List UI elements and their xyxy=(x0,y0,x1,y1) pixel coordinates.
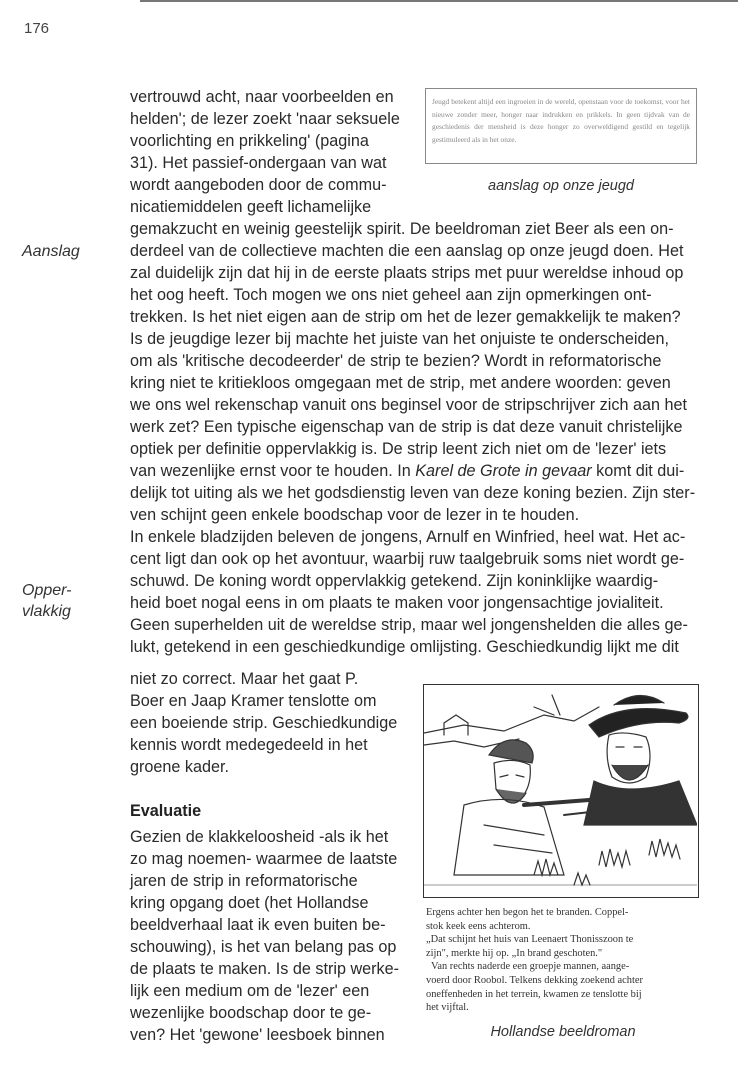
text-line: gemakzucht en weinig geestelijk spirit. De beeldroman ziet Beer als een on- xyxy=(130,220,674,238)
text-line: de plaats te maken. Is de strip werke- xyxy=(130,960,400,978)
text-line: In enkele bladzijden beleven de jongens, Arnulf en Winfried, heel wat. Het ac- xyxy=(130,528,686,546)
text-line: van wezenlijke ernst voor te houden. In Karel de Grote in gevaar komt dit dui- xyxy=(130,462,685,480)
top-rule xyxy=(140,0,738,2)
text-line: niet zo correct. Maar het gaat P. xyxy=(130,670,359,688)
text-line: ven schijnt geen enkele boodschap voor de lezer in te houden. xyxy=(130,506,580,524)
text-line: schouwing), is het van belang pas op xyxy=(130,938,397,956)
caption-line: oneffenheden in het terrein, kwamen ze tenslotte bij xyxy=(426,988,642,1000)
text-line: we ons wel rekenschap vanuit ons beginsel voor de stripschrijver zich aan het xyxy=(130,396,687,414)
text-line: kring niet te kritiekloos omgegaan met de strip, met andere woorden: geven xyxy=(130,374,671,392)
text-line: wezenlijke boodschap door te ge- xyxy=(130,1004,372,1022)
text-line: heid boet nogal eens in om plaats te maken voor jongensachtige jovialiteit. xyxy=(130,594,664,612)
text-line: nicatiemiddelen geeft lichamelijke xyxy=(130,198,372,216)
margin-note-aanslag: Aanslag xyxy=(22,243,80,260)
text-line: om als 'kritische decodeerder' de strip te bezien? Wordt in reformatorische xyxy=(130,352,662,370)
text-line: kring opgang doet (het Hollandse xyxy=(130,894,369,912)
text-line: wordt aangeboden door de commu- xyxy=(130,176,387,194)
text-line: cent ligt dan ook op het avontuur, waarbij ruw taalgebruik soms niet wordt ge- xyxy=(130,550,685,568)
text-line: trekken. Is het niet eigen aan de strip om het de lezer gemakkelijk te maken? xyxy=(130,308,681,326)
text-line: jaren de strip in reformatorische xyxy=(130,872,358,890)
comic-panel-image xyxy=(423,684,699,898)
text-line: groene kader. xyxy=(130,758,229,776)
caption-line: Van rechts naderde een groepje mannen, aange- xyxy=(426,961,630,973)
text-line: Boer en Jaap Kramer tenslotte om xyxy=(130,692,377,710)
text-line: lukt, getekend in een geschiedkundige omlijsting. Geschiedkundig lijkt me dit xyxy=(130,638,679,656)
text-line: kennis wordt medegedeeld in het xyxy=(130,736,368,754)
text-line: Is de jeugdige lezer bij machte het juiste van het onjuiste te onderscheiden, xyxy=(130,330,670,348)
text-line: voorlichting en prikkeling' (pagina xyxy=(130,132,369,150)
caption-line: zijn", merkte hij op. „In brand geschoten." xyxy=(426,947,603,959)
text-line: beeldverhaal laat ik even buiten be- xyxy=(130,916,386,934)
margin-note-oppervlakkig: Opper- vlakkig xyxy=(22,582,72,620)
text-line: Geen superhelden uit de wereldse strip, maar wel jongenshelden die alles ge- xyxy=(130,616,688,634)
book-title: Karel de Grote in gevaar xyxy=(415,462,592,480)
caption-line: het vijftal. xyxy=(426,1002,469,1014)
page-number: 176 xyxy=(24,20,50,37)
pull-quote-text: Jeugd betekent altijd een ingroeien in de wereld, openstaan voor de toekomst, voor het nieuwe zonder meer, honger naar indrukken en prikkels. In geen tijdvak van de geschiedenis der mensheid is deze honger zo overweldigend gestild en tegelijk gestimuleerd als in het onze. xyxy=(432,97,690,144)
text-line: 31). Het passief-ondergaan van wat xyxy=(130,154,387,172)
text-line: delijk tot uiting als we het godsdienstig leven van deze koning bezien. Zijn ster- xyxy=(130,484,696,502)
pull-quote-box xyxy=(425,88,697,164)
text-line: derdeel van de collectieve machten die een aanslag op onze jeugd doen. Het xyxy=(130,242,684,260)
text-line: schuwd. De koning wordt oppervlakkig getekend. Zijn koninklijke waardig- xyxy=(130,572,659,590)
text-line: vertrouwd acht, naar voorbeelden en xyxy=(130,88,394,106)
text-line: lijk een medium om de 'lezer' een xyxy=(130,982,370,1000)
text-line: zo mag noemen- waarmee de laatste xyxy=(130,850,398,868)
text-line: werk zet? Een typische eigenschap van de strip is dat deze vanuit christelijke xyxy=(130,418,683,436)
caption-line: „Dat schijnt het huis van Leenaert Thonisszoon te xyxy=(426,934,634,946)
comic-caption xyxy=(426,906,700,1015)
caption-line: stok keek eens achterom. xyxy=(426,920,531,932)
text-line: optiek per definitie oppervlakkig is. De strip leent zich niet om de 'lezer' iets xyxy=(130,440,667,458)
text-line: Gezien de klakkeloosheid -als ik het xyxy=(130,828,389,846)
text-line: een boeiende strip. Geschiedkundige xyxy=(130,714,398,732)
text-line: helden'; de lezer zoekt 'naar seksuele xyxy=(130,110,400,128)
text-line: zal duidelijk zijn dat hij in de eerste plaats strips met puur wereldse inhoud op xyxy=(130,264,684,282)
caption-line: voerd door Roobol. Telkens dekking zoekend achter xyxy=(426,974,643,986)
text-line: ven? Het 'gewone' leesboek binnen xyxy=(130,1026,385,1044)
comic-credit: Hollandse beeldroman xyxy=(490,1024,636,1040)
section-heading: Evaluatie xyxy=(130,802,202,820)
caption-line: Ergens achter hen begon het te branden. Coppel- xyxy=(426,907,629,918)
text-line: het oog heeft. Toch mogen we ons niet geheel aan zijn opmerkingen ont- xyxy=(130,286,652,304)
pull-quote-caption: aanslag op onze jeugd xyxy=(488,178,634,194)
